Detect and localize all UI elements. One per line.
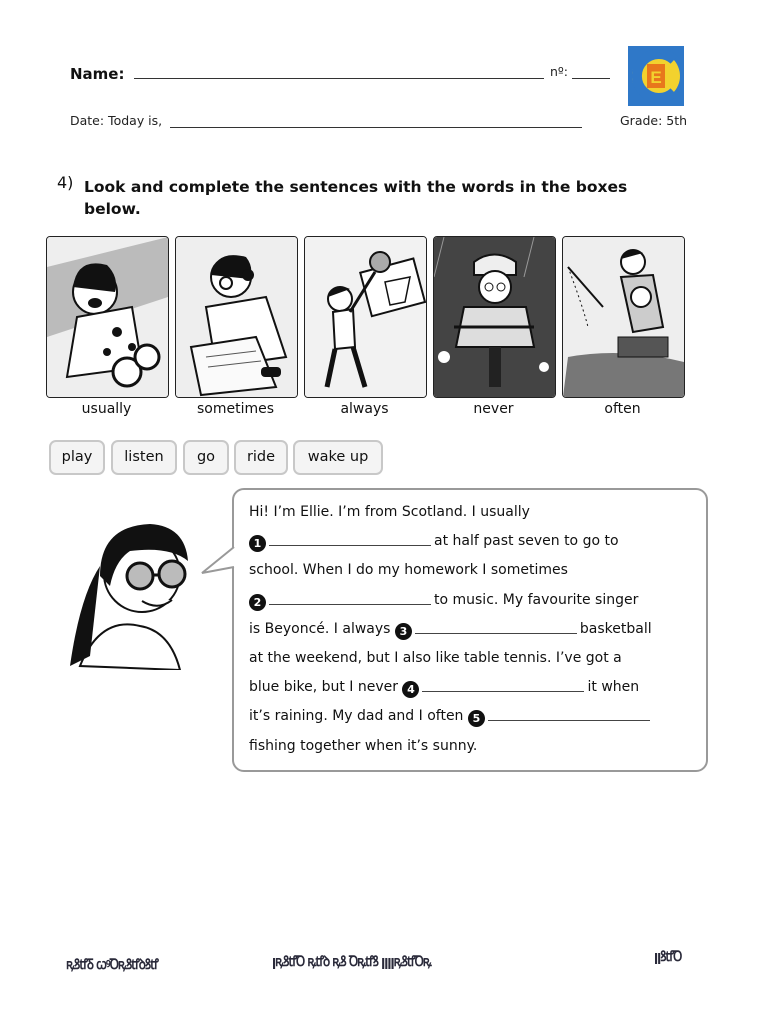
footer-left: ꝶꝸꝷꝽ ꞷꝰꝹꝶꝸꝷꝺꝸꝷ <box>66 955 158 973</box>
text-line-5 <box>249 615 689 644</box>
name-label: Name: <box>70 65 125 83</box>
date-field[interactable] <box>170 127 582 128</box>
number-5-badge: 5 <box>468 710 485 727</box>
caption-never: never <box>473 401 514 417</box>
text-line-9 <box>249 732 689 761</box>
number-label: nº: <box>550 64 569 79</box>
number-3-badge: 3 <box>395 623 412 640</box>
text-s7: at the weekend, but I also like table tennis. I’ve got a <box>249 650 622 667</box>
name-field[interactable] <box>134 78 544 79</box>
caption-usually: usually <box>81 401 132 417</box>
text-s2: at half past seven to go to <box>434 533 619 550</box>
text-line-2 <box>249 527 689 556</box>
footer-center: ꞁꝶꝸꝷꝹ ꝶꝷꝺ ꝶꝸ Ꝺꝶꝷꝸ ꞁꞁꞁꞁꝶꝸꝷꝹꝶ <box>272 952 431 970</box>
alarm-clock-waking-illustration <box>46 236 169 398</box>
text-s3: school. When I do my homework I sometimes <box>249 562 568 579</box>
task-instruction: Look and complete the sentences with the words in the boxes below. <box>84 178 628 218</box>
number-2-badge: 2 <box>249 594 266 611</box>
text-line-8 <box>249 702 689 731</box>
word-chip-listen[interactable]: listen <box>111 440 177 475</box>
basketball-illustration <box>304 236 427 398</box>
word-chip-go[interactable]: go <box>183 440 229 475</box>
text-line-7 <box>249 673 689 702</box>
caption-always: always <box>340 401 389 417</box>
caption-often: often <box>604 401 641 417</box>
blank-3[interactable] <box>415 619 577 634</box>
text-s9: it when <box>587 679 640 696</box>
text-s6: basketball <box>579 620 652 637</box>
ellie-illustration <box>60 506 210 670</box>
blank-1[interactable] <box>269 531 431 546</box>
text-line-1 <box>249 498 689 527</box>
text-s1: Hi! I’m Ellie. I’m from Scotland. I usually <box>249 504 530 520</box>
number-4-badge: 4 <box>402 681 419 698</box>
caption-sometimes: sometimes <box>196 401 275 417</box>
text-s5: is Beyoncé. I always <box>249 620 391 637</box>
text-s8: blue bike, but I never <box>249 679 399 696</box>
bike-riding-illustration <box>433 236 556 398</box>
number-field[interactable] <box>572 78 610 79</box>
blank-5[interactable] <box>488 706 650 721</box>
text-line-4 <box>249 586 689 615</box>
homework-music-illustration <box>175 236 298 398</box>
word-chip-play[interactable]: play <box>49 440 105 475</box>
date-label: Date: Today is, <box>70 113 163 128</box>
school-logo <box>628 46 684 106</box>
speech-bubble-tail <box>200 545 236 575</box>
blank-2[interactable] <box>269 590 431 605</box>
footer-right: ꞁꞁꝸꝷꝹ <box>654 947 682 965</box>
text-line-6 <box>249 644 689 673</box>
word-chip-wake-up[interactable]: wake up <box>293 440 383 475</box>
text-line-3 <box>249 556 689 585</box>
fishing-illustration <box>562 236 685 398</box>
grade-label: Grade: 5th <box>620 113 688 128</box>
logo-letter: E <box>650 68 662 87</box>
task-number: 4) <box>57 173 74 192</box>
text-s10: it’s raining. My dad and I often <box>249 708 464 725</box>
ellie-text <box>249 498 689 761</box>
word-chip-ride[interactable]: ride <box>234 440 288 475</box>
text-s4: to music. My favourite singer <box>434 591 639 608</box>
text-s11: fishing together when it’s sunny. <box>249 737 478 754</box>
blank-4[interactable] <box>422 677 584 692</box>
number-1-badge: 1 <box>249 535 266 552</box>
